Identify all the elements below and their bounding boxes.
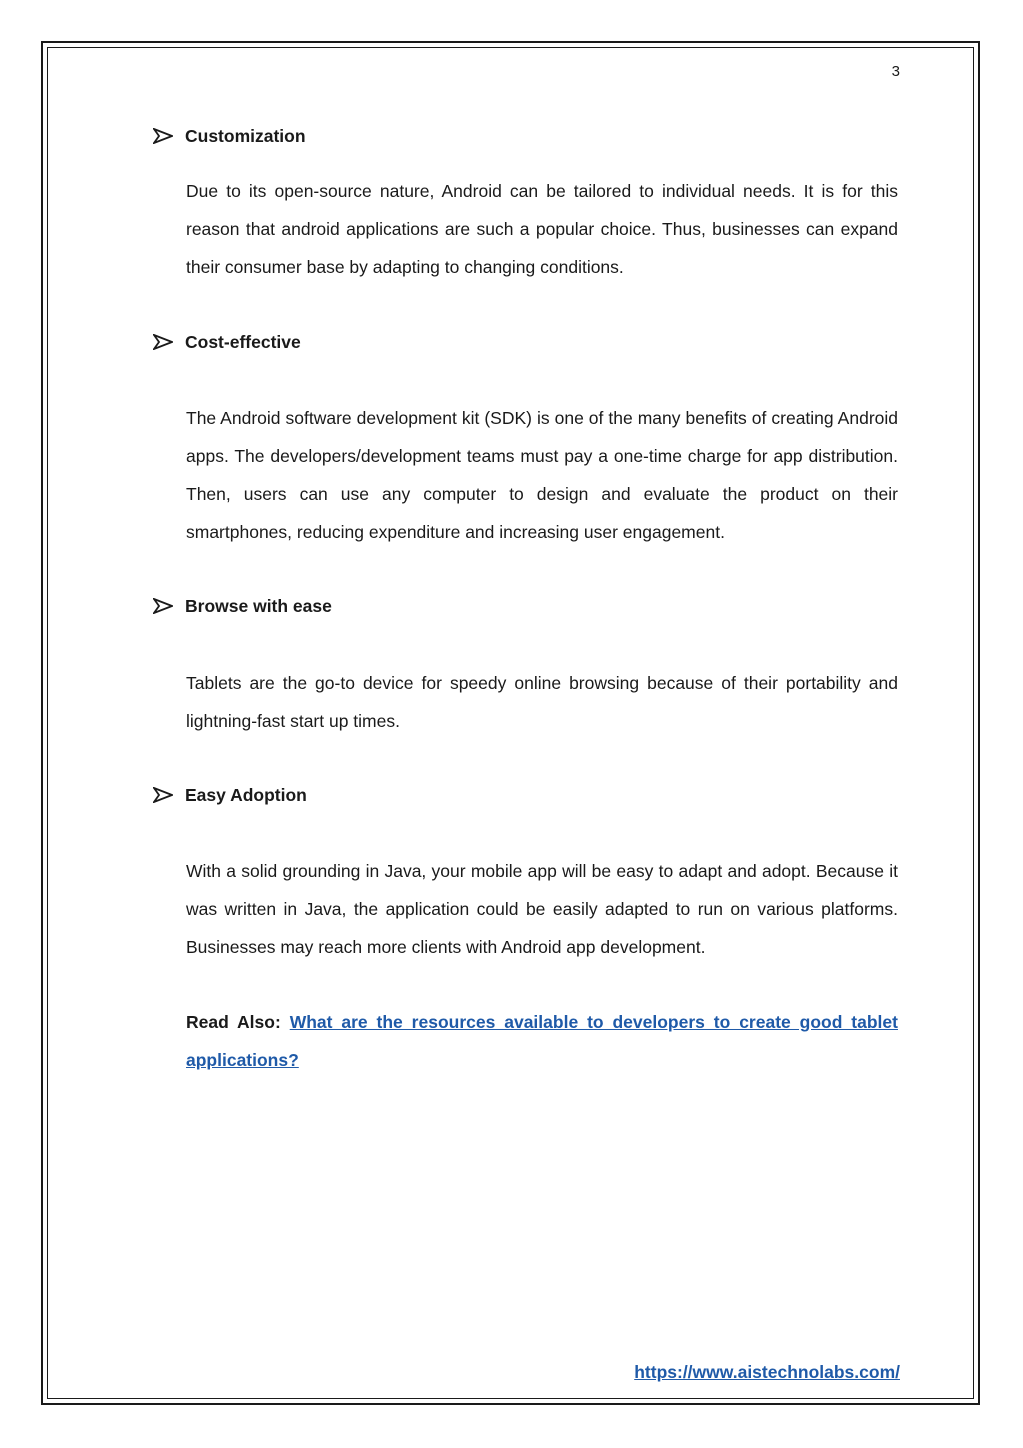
section-heading-text: Easy Adoption [185, 784, 307, 805]
section-paragraph: Due to its open-source nature, Android can be tailored to individual needs. It is for this reason that android applications are such a popular choice. Thus, businesses can expand their consumer base by adapting to changing conditions. [186, 181, 898, 277]
footer-website-link[interactable]: https://www.aistechnolabs.com/ [634, 1362, 900, 1382]
section-heading-customization [153, 124, 306, 148]
section-heading-browse-with-ease [153, 594, 332, 618]
section-heading-cost-effective [153, 330, 301, 354]
arrowhead-bullet-icon [153, 787, 175, 803]
arrowhead-bullet-icon [153, 128, 175, 144]
section-paragraph: With a solid grounding in Java, your mobile app will be easy to adapt and adopt. Because it was written in Java, the application could be easily adapted to run on various platforms. Businesses may reach more clients with Android app development. [186, 861, 898, 957]
section-paragraph: The Android software development kit (SDK) is one of the many benefits of creating Android apps. The developers/development teams must pay a one-time charge for app distribution. Then, users can use any computer to design and evaluate the product on their smartphones, reducing expenditure and increasing user engagement. [186, 408, 898, 542]
page-number: 3 [891, 63, 900, 80]
arrowhead-bullet-icon [153, 334, 175, 350]
read-also-link[interactable]: What are the resources available to developers to create good tablet applications? [186, 1012, 898, 1070]
section-heading-text: Cost-effective [185, 331, 301, 352]
section-heading-text: Customization [185, 125, 306, 146]
read-also-label: Read Also: [186, 1012, 281, 1032]
read-also [186, 1003, 898, 1079]
section-heading-easy-adoption [153, 783, 307, 807]
arrowhead-bullet-icon [153, 598, 175, 614]
section-heading-text: Browse with ease [185, 595, 332, 616]
section-paragraph: Tablets are the go-to device for speedy online browsing because of their portability and lightning-fast start up times. [186, 673, 898, 731]
